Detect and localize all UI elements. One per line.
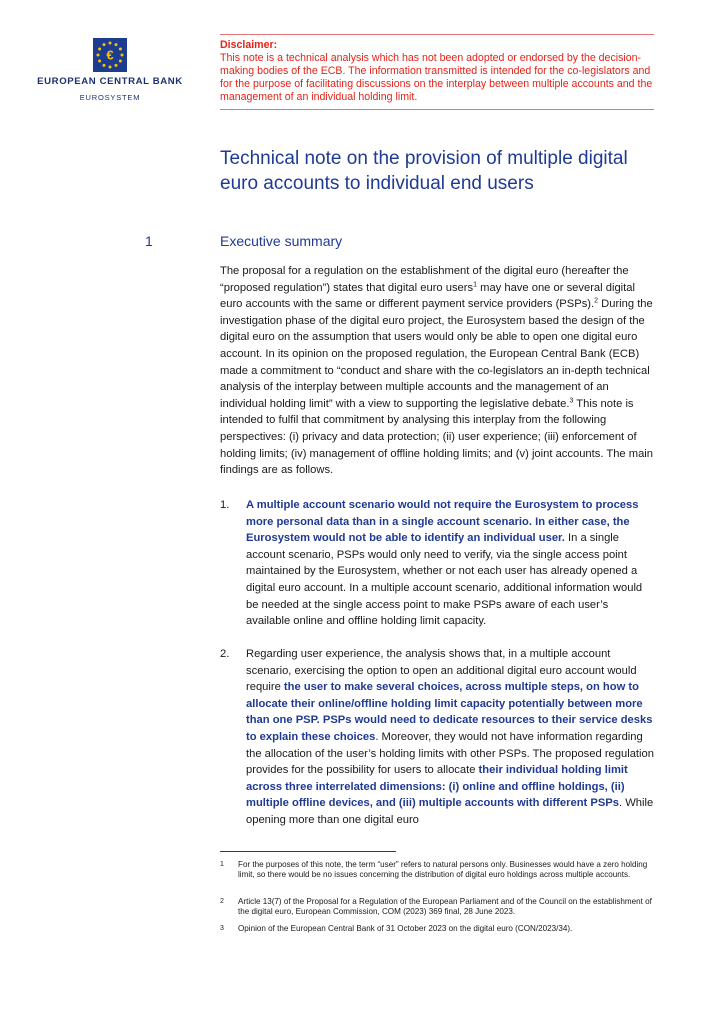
section-title: Executive summary [220,233,343,249]
logo-bank-name: EUROPEAN CENTRAL BANK [37,76,183,87]
finding-number: 1. [220,499,230,511]
finding-number: 2. [220,648,230,660]
finding-highlight: the user to make several choices, across multiple steps, on how to allocate their online/offline holding limit capacity potentially between more than one PSP. PSPs would need to dedicate resources to their service desks to explain these choices [246,681,653,743]
disclaimer-text: This note is a technical analysis which has not been adopted or endorsed by the decision-making bodies of the ECB. The information transmitted is intended for the co-legislators and for the purpose of facilitating discussions on the interplay between multiple accounts and the management of an individual holding limit. [220,52,653,103]
footnote-1: 1 For the purposes of this note, the term “user” refers to natural persons only. Businesses would have a zero holding limit, so there would be no issues concerning the distribution of digital euro holdings across multiple accounts. [220,860,648,880]
intro-paragraph: The proposal for a regulation on the establishment of the digital euro (hereafter the “proposed regulation”) states that digital euro users$^1$ may have one or several digital euro accounts with the same or different payment service providers (PSPs).$^2$ During the investigation phase of the digital euro project, the Eurosystem based the design of the digital euro on the assumption that users would only be able to open one digital euro account. In its opinion on the proposed regulation, the European Central Bank (ECB) made a commitment to “conduct and share with the co-legislators an in-depth technical analysis of the interplay between multiple accounts and the management of an individual holding limit” with a view to supporting the legislative debate.$^3$ This note is intended to fulfil that commitment by analysing this interplay from the following perspectives: (i) privacy and data protection; (ii) user experience; (iii) enforcement of holding limits; (iv) management of offline holding limits; and (v) joint accounts. The main findings are as follows. [220,265,653,477]
logo-eurosystem: EUROSYSTEM [79,93,141,102]
footnote-ref-3[interactable]: 3 [569,397,574,405]
footnote-ref-2[interactable]: 2 [594,297,599,305]
finding-highlight: their individual holding limit across three interrelated dimensions: (i) online and offline holdings, (ii) multiple offline devices, and (iii) multiple accounts with different PSPs [246,764,628,810]
disclaimer-title: Disclaimer: [220,39,278,51]
ecb-emblem-icon [93,38,127,72]
euro-symbol: € [106,47,114,63]
finding-highlight: A multiple account scenario would not require the Eurosystem to process more personal data than in a single account scenario. In either case, the Eurosystem would not be able to identify an individual user. [246,499,639,545]
footnote-divider [220,851,396,852]
finding-item-2: 2. Regarding user experience, the analysis shows that, in a multiple account scenario, exercising the option to open an additional digital euro account would require the user to make several choices, across multiple steps, on how to allocate their online/offline holding limit capacity potentially between more than one PSP. PSPs would need to dedicate resources to their service desks to explain these choices. Moreover, they would not have information regarding the allocation of the user’s holding limits with other PSPs. The proposed regulation provides for the possibility for users to allocate their individual holding limit across three interrelated dimensions: (i) online and offline holdings, (ii) multiple offline devices, and (iii) multiple accounts with different PSPs. While opening more than one digital euro [220,648,654,826]
footnote-ref-1[interactable]: 1 [473,280,478,288]
disclaimer-box [220,34,654,110]
footnote-2: 2 Article 13(7) of the Proposal for a Regulation of the European Parliament and of the Council on the establishment of the digital euro, European Commission, COM (2023) 369 final, 28 June 2023. [220,897,652,917]
document-title: Technical note on the provision of multiple digital euro accounts to individual end users [220,148,628,194]
section-number: 1 [145,233,153,249]
ecb-logo [30,38,190,102]
finding-item-1: 1. A multiple account scenario would not require the Eurosystem to process more personal data than in a single account scenario. In either case, the Eurosystem would not be able to identify an individual user. In a single account scenario, PSPs would only need to verify, via the single access point maintained by the Eurosystem, whether or not each user has already opened a digital euro account. In a multiple account scenario, additional information would be needed at the single access point to make PSPs aware of each user’s available online and offline holding limit capacity. [220,499,643,628]
footnote-3: 3 Opinion of the European Central Bank of 31 October 2023 on the digital euro (CON/2023/34). [220,924,573,933]
